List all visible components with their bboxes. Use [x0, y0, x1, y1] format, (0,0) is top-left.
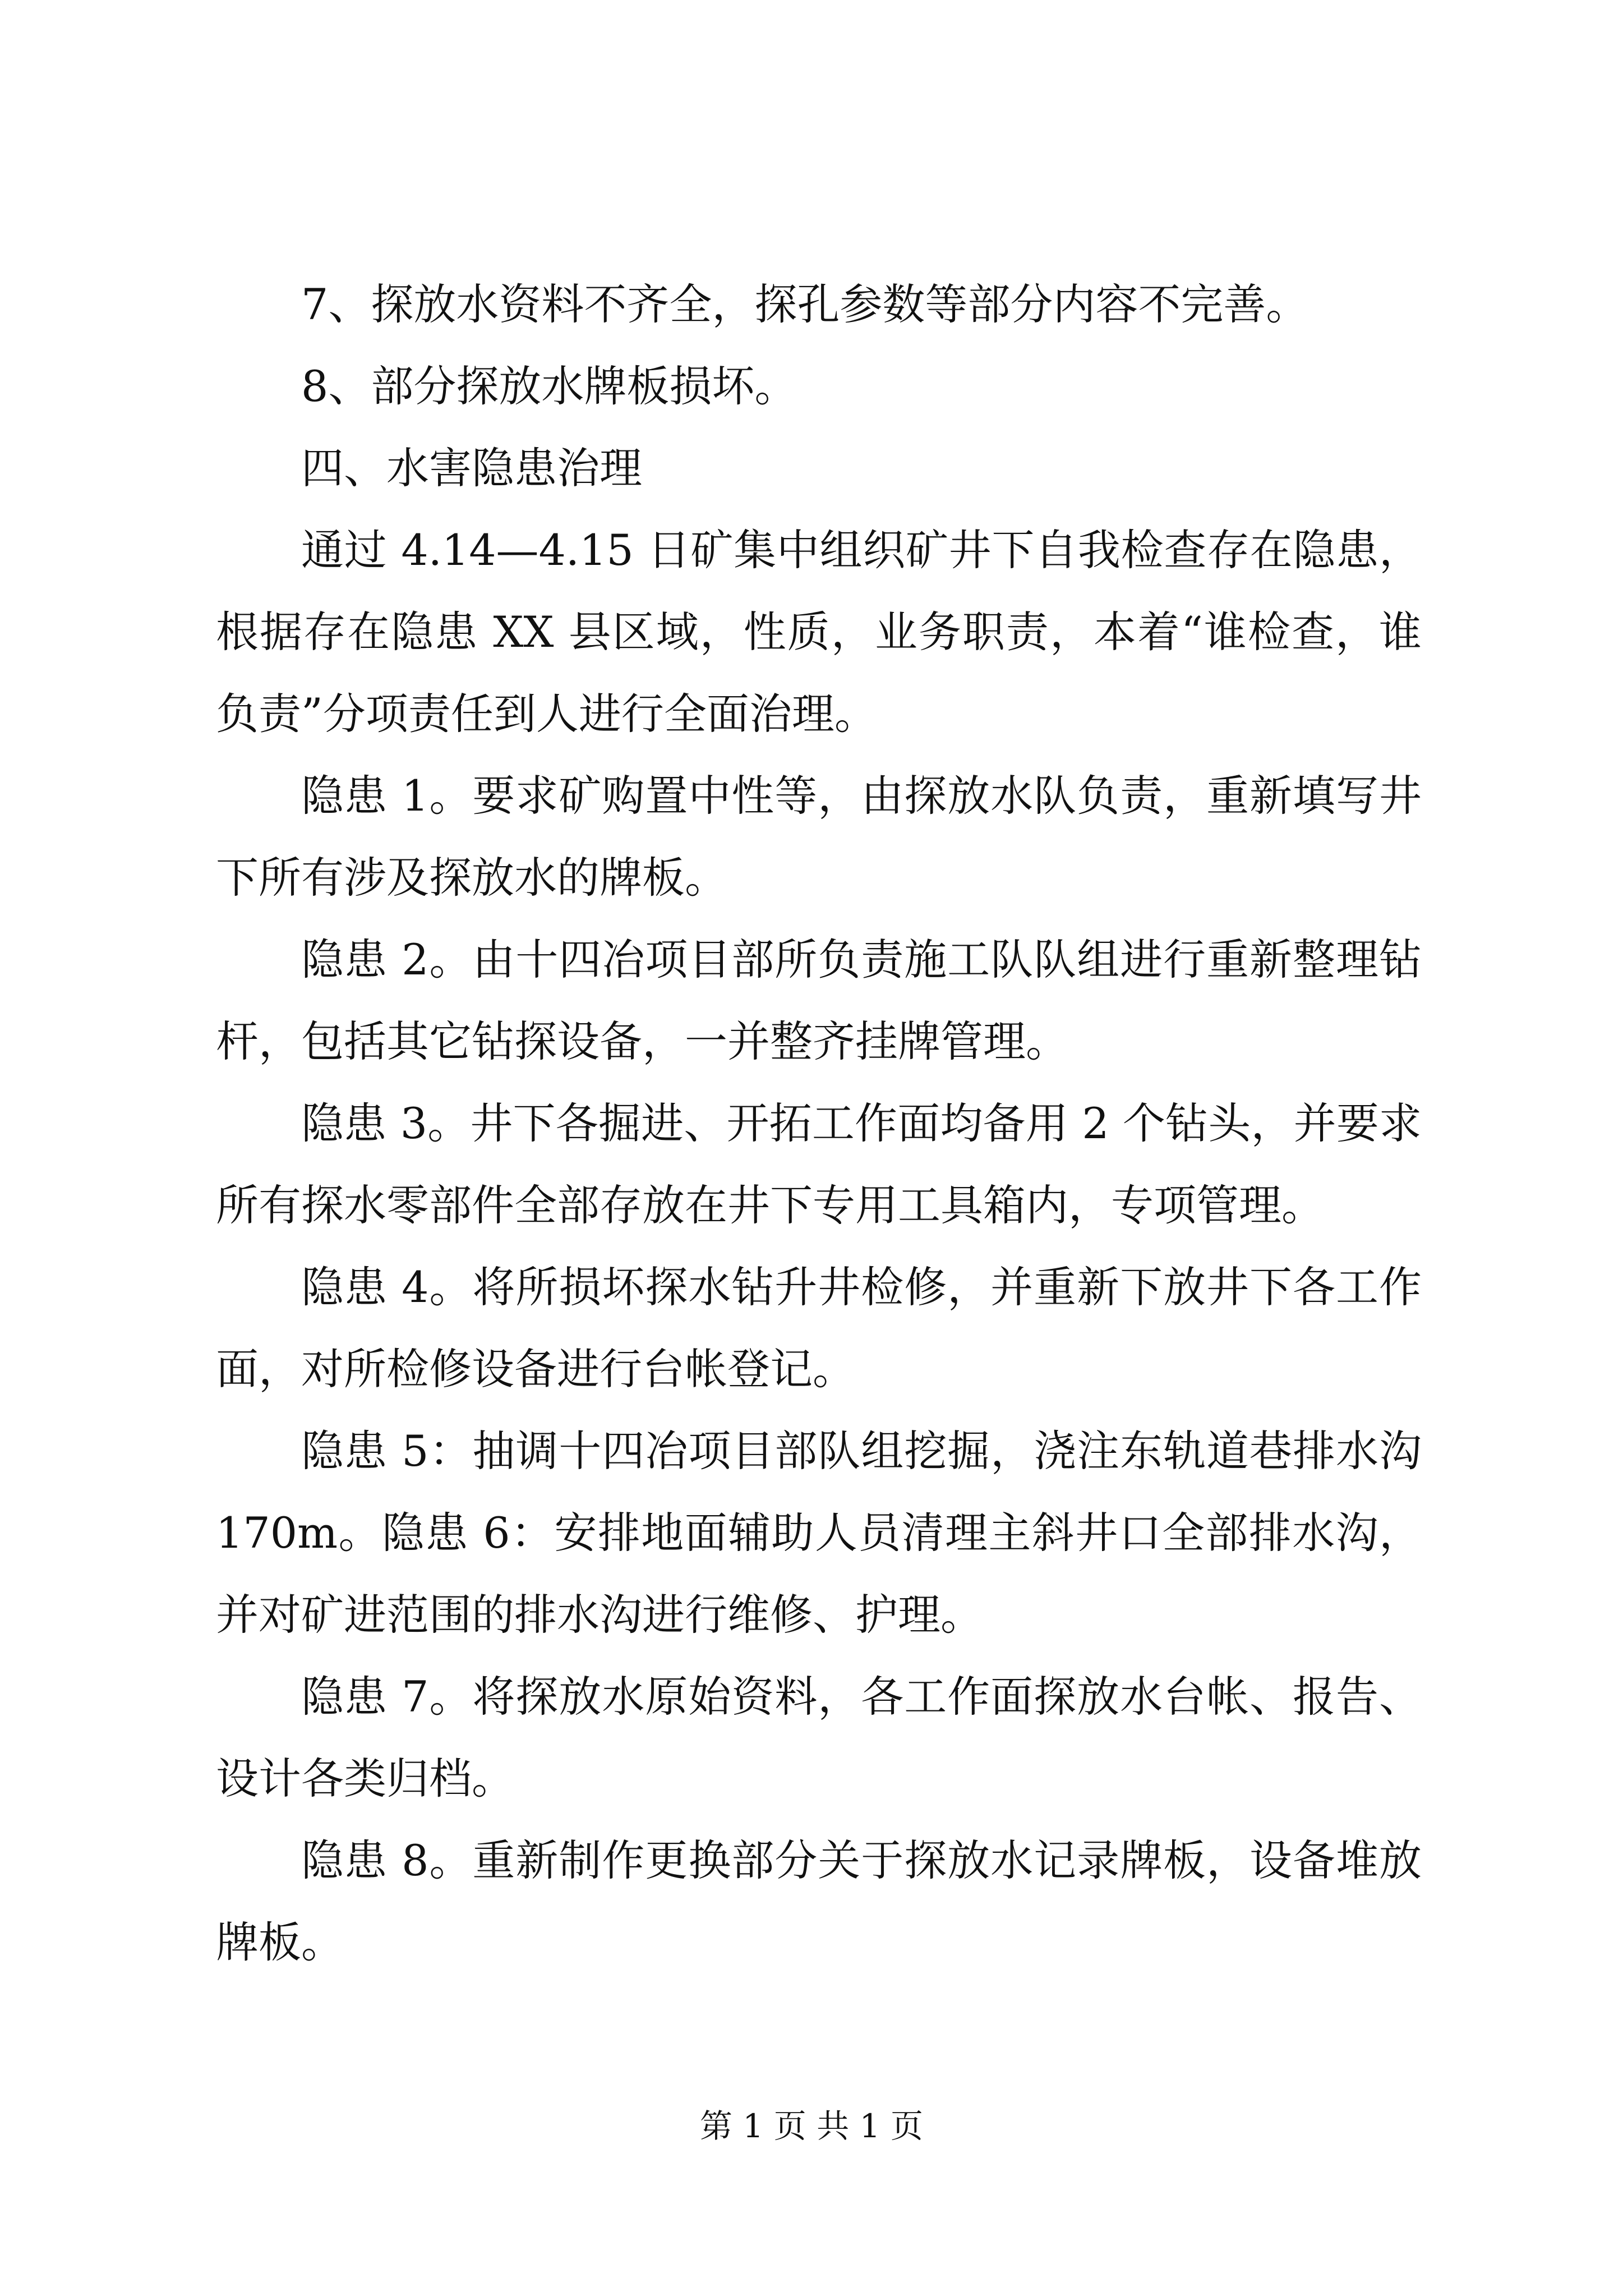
paragraph-item-8: 8、部分探放水牌板损坏。 [301, 361, 797, 411]
paragraph-hazard-5-6: 隐患 5：抽调十四冶项目部队组挖掘，浇注东轨道巷排水沟 170m。隐患 6：安排地面辅助人员清理主斜井口全部排水沟，并对矿进范围的排水沟进行维修、护理。 [216, 1426, 1422, 1640]
paragraph-intro: 通过 4.14—4.15 日矿集中组织矿井下自我检查存在隐患，根据存在隐患 XX 县区域，性质，业务职责，本着“谁检查，谁负责”分项责任到人进行全面治理。 [216, 525, 1422, 739]
paragraph-hazard-7: 隐患 7。将探放水原始资料，各工作面探放水台帐、报告、设计各类归档。 [216, 1672, 1422, 1803]
paragraph-hazard-3: 隐患 3。井下各掘进、开拓工作面均备用 2 个钻头，并要求所有探水零部件全部存放在井下专用工具箱内，专项管理。 [216, 1098, 1422, 1230]
paragraph-hazard-2: 隐患 2。由十四冶项目部所负责施工队队组进行重新整理钻杆，包括其它钻探设备，一并整齐挂牌管理。 [216, 935, 1422, 1066]
paragraph-hazard-8: 隐患 8。重新制作更换部分关于探放水记录牌板，设备堆放牌板。 [216, 1835, 1422, 1967]
page-number: 第 1 页 共 1 页 [700, 2107, 923, 2145]
section-heading: 四、水害隐患治理 [301, 443, 642, 493]
paragraph-item-7: 7、探放水资料不齐全，探孔参数等部分内容不完善。 [301, 279, 1309, 329]
page-footer [0, 2106, 1623, 2146]
paragraph-hazard-1: 隐患 1。要求矿购置中性等，由探放水队负责，重新填写井下所有涉及探放水的牌板。 [216, 771, 1422, 903]
document-body [216, 264, 1422, 1984]
paragraph-hazard-4: 隐患 4。将所损坏探水钻升井检修，并重新下放井下各工作面，对所检修设备进行台帐登记。 [216, 1262, 1422, 1394]
